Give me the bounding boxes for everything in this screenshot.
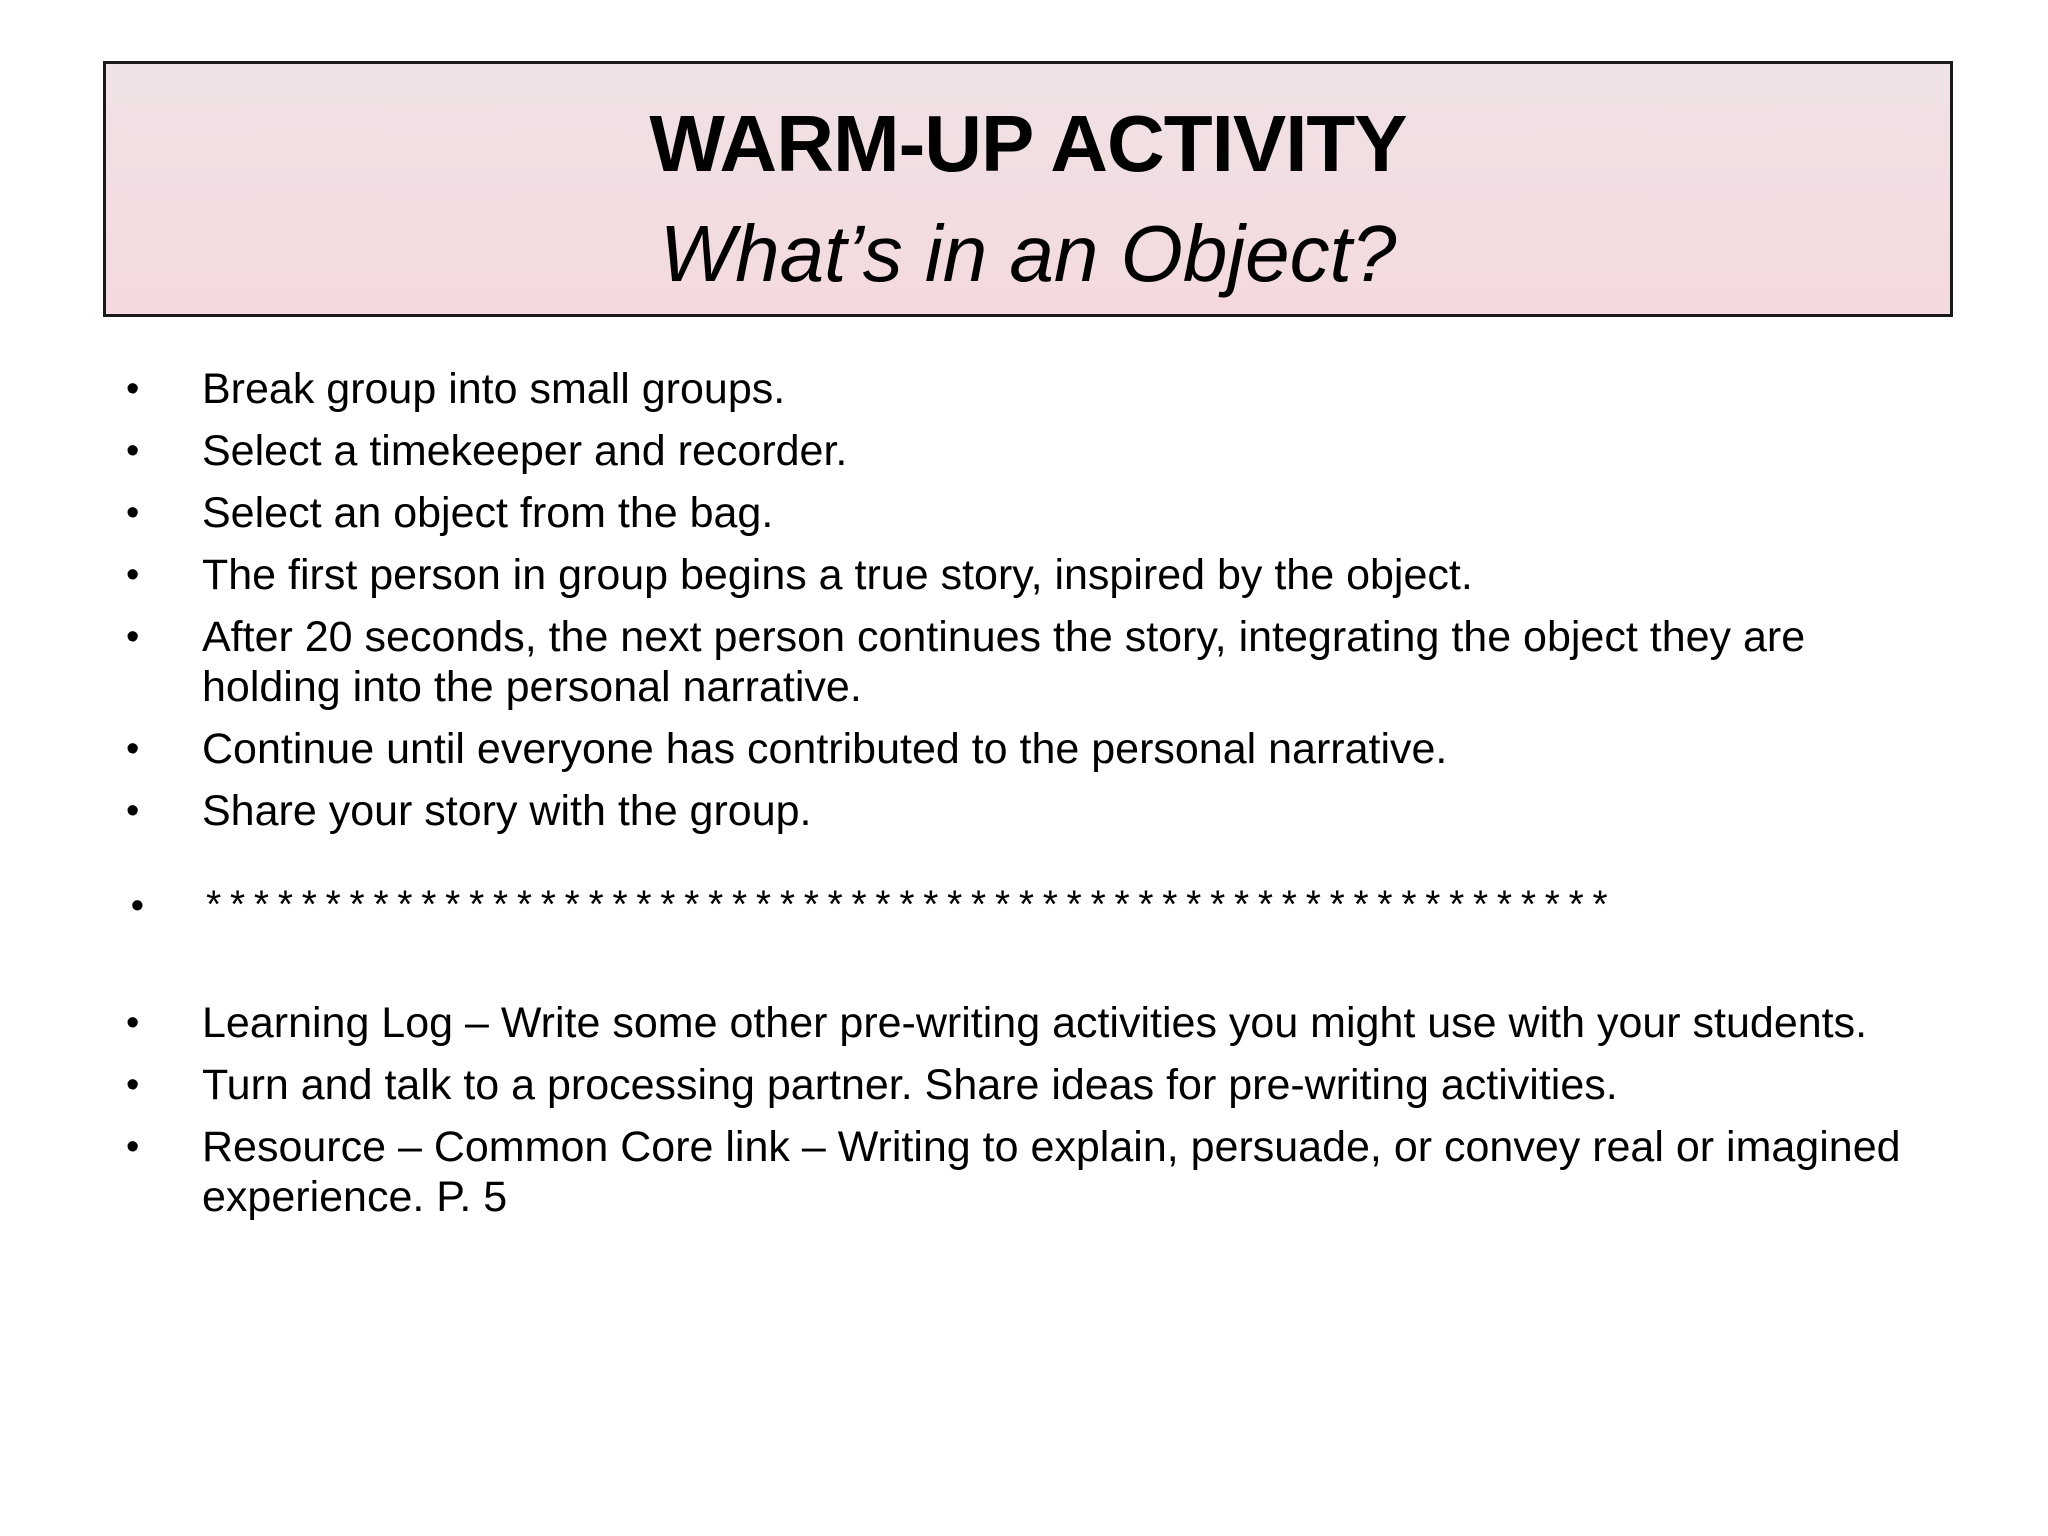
title-box — [103, 61, 1953, 317]
bullet-dot-icon: • — [126, 1002, 140, 1044]
bullet-dot-icon: • — [126, 887, 150, 930]
bullet-dot-icon: • — [126, 616, 140, 658]
bullet-text: Break group into small groups. — [202, 365, 786, 413]
bullet-text: Turn and talk to a processing partner. Share ideas for pre-writing activities. — [202, 1061, 1618, 1109]
bullet-dot-icon: • — [126, 430, 140, 472]
bullet-dot-icon: • — [126, 790, 140, 832]
bullet-item — [118, 1060, 1938, 1110]
bullet-list — [118, 364, 1938, 1234]
bullet-dot-icon: • — [126, 492, 140, 534]
bullet-item — [118, 1122, 1938, 1222]
bullet-item — [118, 426, 1938, 476]
bullet-text: Learning Log – Write some other pre-writing activities you might use with your students. — [202, 999, 1868, 1047]
bullet-text: After 20 seconds, the next person continues the story, integrating the object they are holding into the personal narrative. — [202, 613, 1806, 711]
separator-text: *********************************************************** — [202, 887, 1613, 931]
slide-subtitle: What’s in an Object? — [659, 209, 1397, 298]
bullet-text: Select an object from the bag. — [202, 489, 774, 537]
bullet-item — [118, 786, 1938, 836]
bullet-item — [118, 364, 1938, 414]
bullet-dot-icon: • — [126, 368, 140, 410]
bullet-item — [118, 998, 1938, 1048]
bullet-dot-icon: • — [126, 554, 140, 596]
bullet-text: Select a timekeeper and recorder. — [202, 427, 848, 475]
bullet-text: The first person in group begins a true story, inspired by the object. — [202, 551, 1473, 599]
bullet-item — [118, 724, 1938, 774]
bullet-text: Continue until everyone has contributed to the personal narrative. — [202, 725, 1448, 773]
bullet-item — [118, 550, 1938, 600]
separator-stars — [118, 884, 1938, 934]
bullet-text: Share your story with the group. — [202, 787, 812, 835]
bullet-text: Resource – Common Core link – Writing to explain, persuade, or convey real or imagined experience. P. 5 — [202, 1123, 1901, 1221]
slide-title: WARM-UP ACTIVITY — [649, 99, 1407, 188]
bullet-item — [118, 612, 1938, 712]
bullet-dot-icon: • — [126, 1126, 140, 1168]
bullet-dot-icon: • — [126, 728, 140, 770]
bullet-dot-icon: • — [126, 1064, 140, 1106]
bullet-item — [118, 488, 1938, 538]
